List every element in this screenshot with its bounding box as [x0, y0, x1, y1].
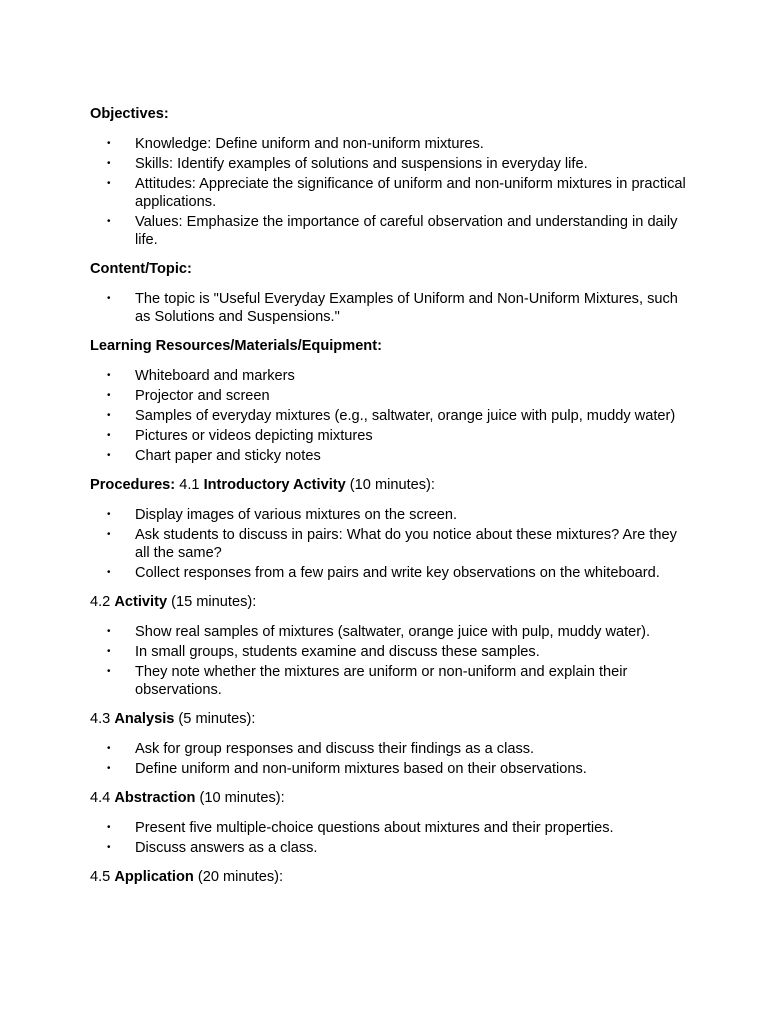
section-heading [90, 710, 690, 728]
section-heading [90, 260, 690, 278]
bullet-icon: • [107, 626, 111, 637]
list-item [90, 407, 690, 425]
list-item [90, 663, 690, 699]
heading-bold-text: Objectives: [90, 106, 169, 122]
heading-text: (10 minutes): [195, 790, 285, 806]
list-item-text: Attitudes: Appreciate the significance of uniform and non-uniform mixtures in practical applications. [135, 176, 686, 210]
list-item [90, 213, 690, 249]
list-item [90, 387, 690, 405]
bullet-icon: • [107, 666, 111, 677]
list-item-text: Knowledge: Define uniform and non-uniform mixtures. [135, 136, 484, 152]
list-item-text: Discuss answers as a class. [135, 840, 318, 856]
heading-bold-text: Learning Resources/Materials/Equipment: [90, 338, 382, 354]
heading-text: (15 minutes): [167, 594, 257, 610]
list-item [90, 367, 690, 385]
list-item-text: Whiteboard and markers [135, 368, 295, 384]
list-item [90, 623, 690, 641]
list-item-text: Skills: Identify examples of solutions and suspensions in everyday life. [135, 156, 588, 172]
list-item-text: Display images of various mixtures on the screen. [135, 507, 458, 523]
bullet-list [90, 135, 690, 249]
bullet-icon: • [107, 390, 111, 401]
heading-text: 4.3 [90, 711, 115, 727]
heading-bold-text: Content/Topic: [90, 261, 192, 277]
bullet-icon: • [107, 509, 111, 520]
bullet-list [90, 367, 690, 465]
list-item [90, 155, 690, 173]
list-item-text: Ask students to discuss in pairs: What do you notice about these mixtures? Are they all the same? [135, 527, 677, 561]
list-item-text: Define uniform and non-uniform mixtures based on their observations. [135, 761, 587, 777]
heading-text: 4.1 [175, 477, 204, 493]
list-item-text: They note whether the mixtures are uniform or non-uniform and explain their observations. [135, 664, 628, 698]
bullet-icon: • [107, 842, 111, 853]
list-item [90, 643, 690, 661]
section-heading [90, 593, 690, 611]
heading-text: 4.4 [90, 790, 115, 806]
heading-bold-text: Application [114, 869, 194, 885]
heading-text: 4.2 [90, 594, 115, 610]
list-item [90, 135, 690, 153]
bullet-icon: • [107, 158, 111, 169]
list-item [90, 740, 690, 758]
heading-bold-text: Activity [114, 594, 168, 610]
bullet-icon: • [107, 370, 111, 381]
list-item-text: Pictures or videos depicting mixtures [135, 428, 373, 444]
bullet-icon: • [107, 822, 111, 833]
list-item-text: Values: Emphasize the importance of careful observation and understanding in daily life. [135, 214, 678, 248]
bullet-icon: • [107, 178, 111, 189]
list-item [90, 526, 690, 562]
list-item [90, 427, 690, 445]
bullet-list [90, 740, 690, 778]
section-heading [90, 105, 690, 123]
list-item [90, 175, 690, 211]
section-heading [90, 337, 690, 355]
bullet-icon: • [107, 646, 111, 657]
document-body [90, 105, 690, 898]
heading-text: (10 minutes): [345, 477, 435, 493]
heading-bold-text: Abstraction [114, 790, 196, 806]
bullet-icon: • [107, 763, 111, 774]
list-item-text: Collect responses from a few pairs and write key observations on the whiteboard. [135, 565, 660, 581]
list-item-text: Ask for group responses and discuss their findings as a class. [135, 741, 535, 757]
bullet-icon: • [107, 430, 111, 441]
list-item [90, 839, 690, 857]
list-item [90, 447, 690, 465]
heading-text: 4.5 [90, 869, 115, 885]
bullet-icon: • [107, 450, 111, 461]
bullet-list [90, 819, 690, 857]
list-item-text: Projector and screen [135, 388, 270, 404]
bullet-icon: • [107, 216, 111, 227]
bullet-icon: • [107, 410, 111, 421]
section-heading [90, 789, 690, 807]
bullet-list [90, 506, 690, 582]
bullet-icon: • [107, 743, 111, 754]
heading-bold-text: Analysis [114, 711, 175, 727]
list-item-text: Show real samples of mixtures (saltwater, orange juice with pulp, muddy water). [135, 624, 651, 640]
heading-bold-text: Introductory Activity [203, 477, 346, 493]
bullet-icon: • [107, 138, 111, 149]
heading-bold-text: Procedures: [90, 477, 176, 493]
heading-text: (20 minutes): [193, 869, 284, 885]
list-item [90, 290, 690, 326]
section-heading [90, 868, 690, 886]
bullet-icon: • [107, 529, 111, 540]
list-item [90, 564, 690, 582]
list-item-text: The topic is "Useful Everyday Examples of Uniform and Non-Uniform Mixtures, such as Solutions and Suspensions." [135, 291, 678, 325]
list-item-text: Chart paper and sticky notes [135, 448, 321, 464]
section-heading [90, 476, 690, 494]
list-item [90, 506, 690, 524]
bullet-icon: • [107, 567, 111, 578]
bullet-list [90, 290, 690, 326]
bullet-list [90, 623, 690, 699]
list-item [90, 819, 690, 837]
list-item-text: In small groups, students examine and discuss these samples. [135, 644, 540, 660]
bullet-icon: • [107, 293, 111, 304]
list-item-text: Samples of everyday mixtures (e.g., saltwater, orange juice with pulp, muddy water) [135, 408, 676, 424]
list-item [90, 760, 690, 778]
heading-text: (5 minutes): [174, 711, 256, 727]
list-item-text: Present five multiple-choice questions about mixtures and their properties. [135, 820, 614, 836]
